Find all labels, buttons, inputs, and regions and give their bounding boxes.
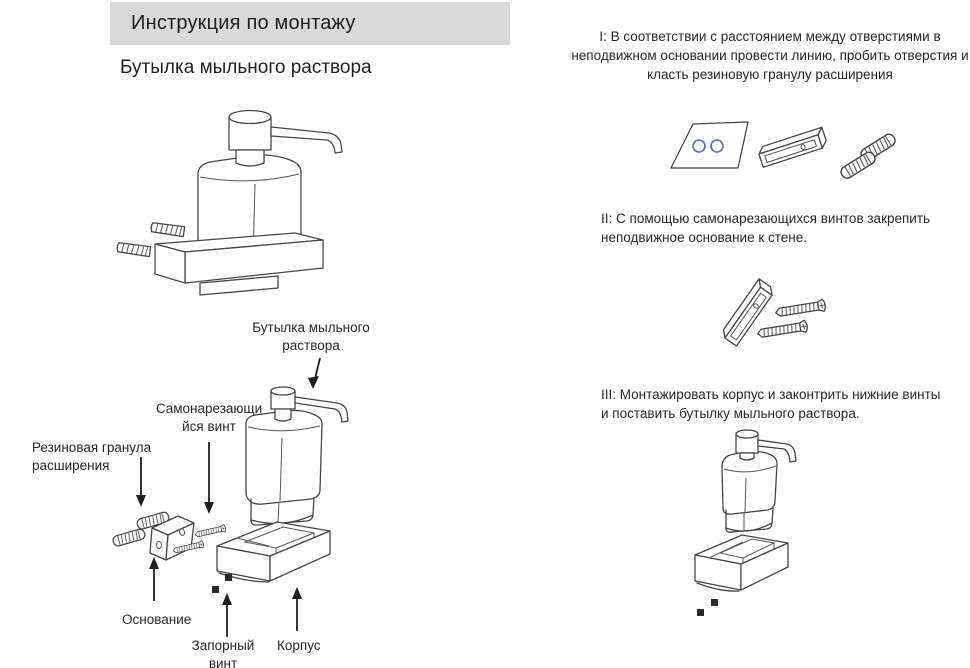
self-tapping-screws — [757, 299, 826, 340]
up-arrow-lock-screw — [222, 593, 232, 637]
holder-body — [217, 522, 330, 582]
holder-body — [695, 535, 788, 591]
step-3-text: III: Монтажировать корпус и законтрить нижние винты и поставить бутылку мыльного раствора. — [601, 387, 941, 421]
wall-bracket — [155, 233, 323, 295]
mount-frame — [757, 127, 828, 167]
drill-template — [671, 122, 748, 168]
down-arrow-bottle — [308, 358, 320, 389]
assembled-dispenser-drawing — [105, 92, 375, 322]
step-2-illustration — [700, 265, 915, 355]
label-body: Корпус — [277, 638, 321, 653]
lock-screw-square — [225, 574, 232, 581]
exploded-parts-drawing — [20, 350, 380, 668]
label-base: Основание — [122, 612, 192, 627]
header-title-bar — [110, 2, 510, 45]
down-arrow-screw — [204, 442, 214, 514]
step-1-text: I: В соответствии с расстоянием между отверстиями в неподвижном основании провести линию, пробить отверстия и класть резиновую гранулу расширения — [571, 29, 969, 82]
label-rubber-granule: Резиновая гранула расширения — [32, 440, 152, 473]
step-2-text: II: С помощью самонарезающихся винтов закрепить неподвижное основание к стене. — [601, 211, 931, 245]
label-self-tapping-screw: Самонарезающи йся винт — [155, 401, 263, 434]
label-soap-bottle: Бутылка мыльного раствора — [252, 320, 370, 353]
wall-anchors — [839, 132, 897, 180]
pump-spout — [271, 127, 342, 153]
lock-screw-square — [711, 599, 718, 606]
up-arrow-base — [149, 557, 159, 601]
label-lock-screw: Запорный винт — [191, 638, 255, 668]
page-title: Инструкция по монтажу — [131, 12, 356, 34]
bottle-body — [722, 451, 777, 532]
up-arrow-body — [292, 587, 302, 631]
product-title: Бутылка мыльного раствора — [120, 57, 372, 78]
lock-screw-square — [697, 609, 704, 616]
step-1-illustration — [640, 105, 940, 205]
lock-screw-square — [212, 586, 219, 593]
step-3-illustration — [680, 420, 840, 635]
